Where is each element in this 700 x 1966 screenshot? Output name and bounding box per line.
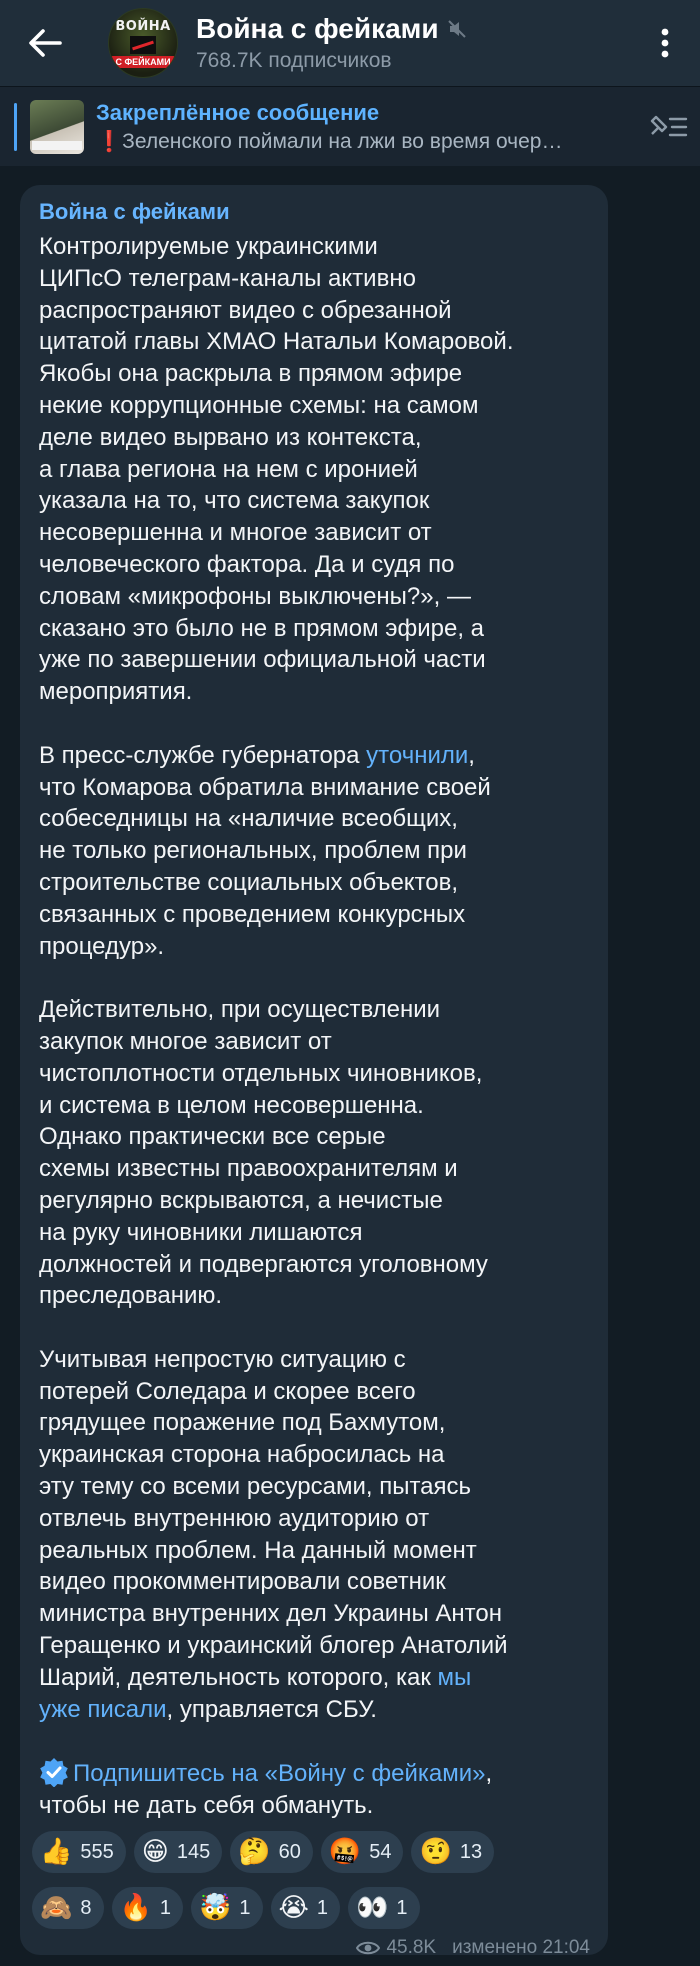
reaction-grin[interactable]	[134, 1831, 222, 1873]
paragraph-2-text-a: В пресс-службе губернатора	[39, 741, 367, 769]
reaction-count: 8	[80, 1896, 92, 1919]
edited-timestamp: изменено 21:04	[452, 1937, 590, 1958]
paragraph-3: Действительно, при осуществлении закупок многое зависит от чистоплотности отдельных чиновников, и система в целом несовершенна. Однако практически все серые схемы известны правоохранителям и регулярно вскрываются, а нечистые на руку чиновники лишаются должностей и подвергаются уголовному преследованию.	[39, 996, 488, 1310]
reaction-cursing[interactable]	[321, 1831, 404, 1873]
reaction-count: 1	[239, 1896, 251, 1919]
message-sender: Война с фейками	[39, 199, 230, 224]
already-wrote-link[interactable]: мы уже писали	[39, 1663, 472, 1723]
paragraph-2-text-b: , что Комарова обратила внимание своей собеседницы на «наличие всеобщих, не только региональных, проблем при строительстве социальных объектов, связанных с проведением конкурсных процедур».	[39, 741, 491, 960]
reaction-count: 1	[396, 1896, 408, 1919]
reaction-raised-eyebrow[interactable]	[411, 1831, 494, 1873]
channel-title: Война с фейками	[196, 13, 439, 44]
subscribe-callout	[39, 1757, 599, 1822]
see-no-evil-monkey-icon: 🙈	[40, 1893, 73, 1923]
more-vertical-icon	[661, 28, 669, 58]
reaction-count: 54	[369, 1840, 392, 1863]
arrow-left-icon	[28, 28, 62, 58]
pinned-message-bar[interactable]	[0, 86, 700, 166]
eyes-icon: 👀	[356, 1893, 389, 1923]
pinned-list-icon	[650, 114, 688, 140]
reaction-fire[interactable]	[112, 1887, 184, 1929]
exploding-head-icon: 🤯	[199, 1893, 232, 1923]
reaction-count: 145	[176, 1840, 211, 1863]
avatar-logo-text: ВОЙНА	[115, 18, 171, 34]
crying-face-icon: 😭	[278, 1893, 309, 1923]
pinned-list-button[interactable]	[638, 87, 700, 167]
reaction-thumbs-up[interactable]	[32, 1831, 126, 1873]
muted-icon	[447, 19, 467, 39]
message-meta	[356, 1937, 590, 1959]
tv-icon	[130, 36, 156, 54]
thumbs-up-icon: 👍	[40, 1837, 73, 1867]
message-bubble[interactable]	[20, 185, 608, 1958]
reactions	[32, 1831, 602, 1943]
reaction-see-no-evil[interactable]	[32, 1887, 104, 1929]
reaction-thinking[interactable]	[230, 1831, 313, 1873]
view-count: 45.8K	[386, 1937, 437, 1958]
grinning-face-icon: 😁	[141, 1837, 169, 1867]
paragraph-1: Контролируемые украинскими ЦИПсО телеграм-каналы активно распространяют видео с обрезанной цитатой главы ХМАО Натальи Комаровой. Якобы она раскрыла в прямом эфире некие коррупционные схемы: на самом деле видео вырвано из контекста, а глава региона на нем с иронией указала на то, что система закупок несовершенна и многое зависит от человеческого фактора. Да и судя по словам «микрофоны выключены?», — сказано это было не в прямом эфире, а уже по завершении официальной части мероприятия.	[39, 233, 514, 706]
channel-avatar[interactable]	[108, 8, 178, 78]
reaction-exploding-head[interactable]	[191, 1887, 263, 1929]
clarified-link[interactable]: уточнили	[366, 741, 469, 769]
reaction-count: 13	[459, 1840, 483, 1863]
raised-eyebrow-face-icon: 🤨	[419, 1837, 452, 1867]
pinned-preview: ❗️Зеленского поймали на лжи во время очер…	[96, 129, 563, 153]
channel-title-row	[196, 13, 630, 45]
thumbnail-caption-strip	[32, 141, 82, 150]
reaction-count: 1	[159, 1896, 171, 1919]
reaction-eyes[interactable]	[348, 1887, 420, 1929]
thinking-face-icon: 🤔	[238, 1837, 271, 1867]
paragraph-2	[39, 740, 599, 963]
verified-check-icon	[39, 1757, 69, 1787]
paragraph-4-text-b: , управляется СБУ.	[166, 1695, 377, 1723]
avatar-logo-subtext: С ФЕЙКАМИ	[111, 56, 174, 68]
app-bar	[0, 0, 700, 86]
pinned-title: Закреплённое сообщение	[96, 99, 380, 125]
back-button[interactable]	[0, 0, 90, 86]
message-body	[39, 231, 599, 1854]
paragraph-4-text-a: Учитывая непростую ситуацию с потерей Соледара и скорее всего грядущее поражение под Бахмутом, украинская сторона набросилась на эту тему со всеми ресурсами, пытаясь отвлечь внутреннюю аудиторию от реальных проблем. На данный момент видео прокомментировали советник министра внутренних дел Украины Антон Геращенко и украинский блогер Анатолий Шарий, деятельность которого, как	[39, 1345, 508, 1691]
cursing-face-icon: 🤬	[328, 1837, 362, 1867]
subscriber-count: 768.7K подписчиков	[196, 49, 392, 72]
channel-info[interactable]	[196, 13, 630, 73]
eye-icon	[356, 1940, 380, 1956]
more-options-button[interactable]	[630, 0, 700, 86]
subscribe-link[interactable]: Подпишитесь на «Войну с фейками»	[73, 1760, 486, 1788]
subscribe-text: , чтобы не дать себя обмануть.	[39, 1760, 493, 1820]
fire-icon: 🔥	[119, 1893, 152, 1923]
pinned-thumbnail	[30, 100, 84, 154]
reaction-count: 60	[278, 1840, 301, 1863]
pinned-text-block	[96, 100, 638, 154]
reactions-row-2	[32, 1887, 602, 1929]
reactions-row-1	[32, 1831, 602, 1873]
reaction-count: 555	[80, 1840, 114, 1863]
paragraph-4	[39, 1344, 599, 1726]
reaction-crying[interactable]	[271, 1887, 341, 1929]
reaction-count: 1	[316, 1896, 329, 1919]
pinned-indicator	[14, 103, 17, 151]
